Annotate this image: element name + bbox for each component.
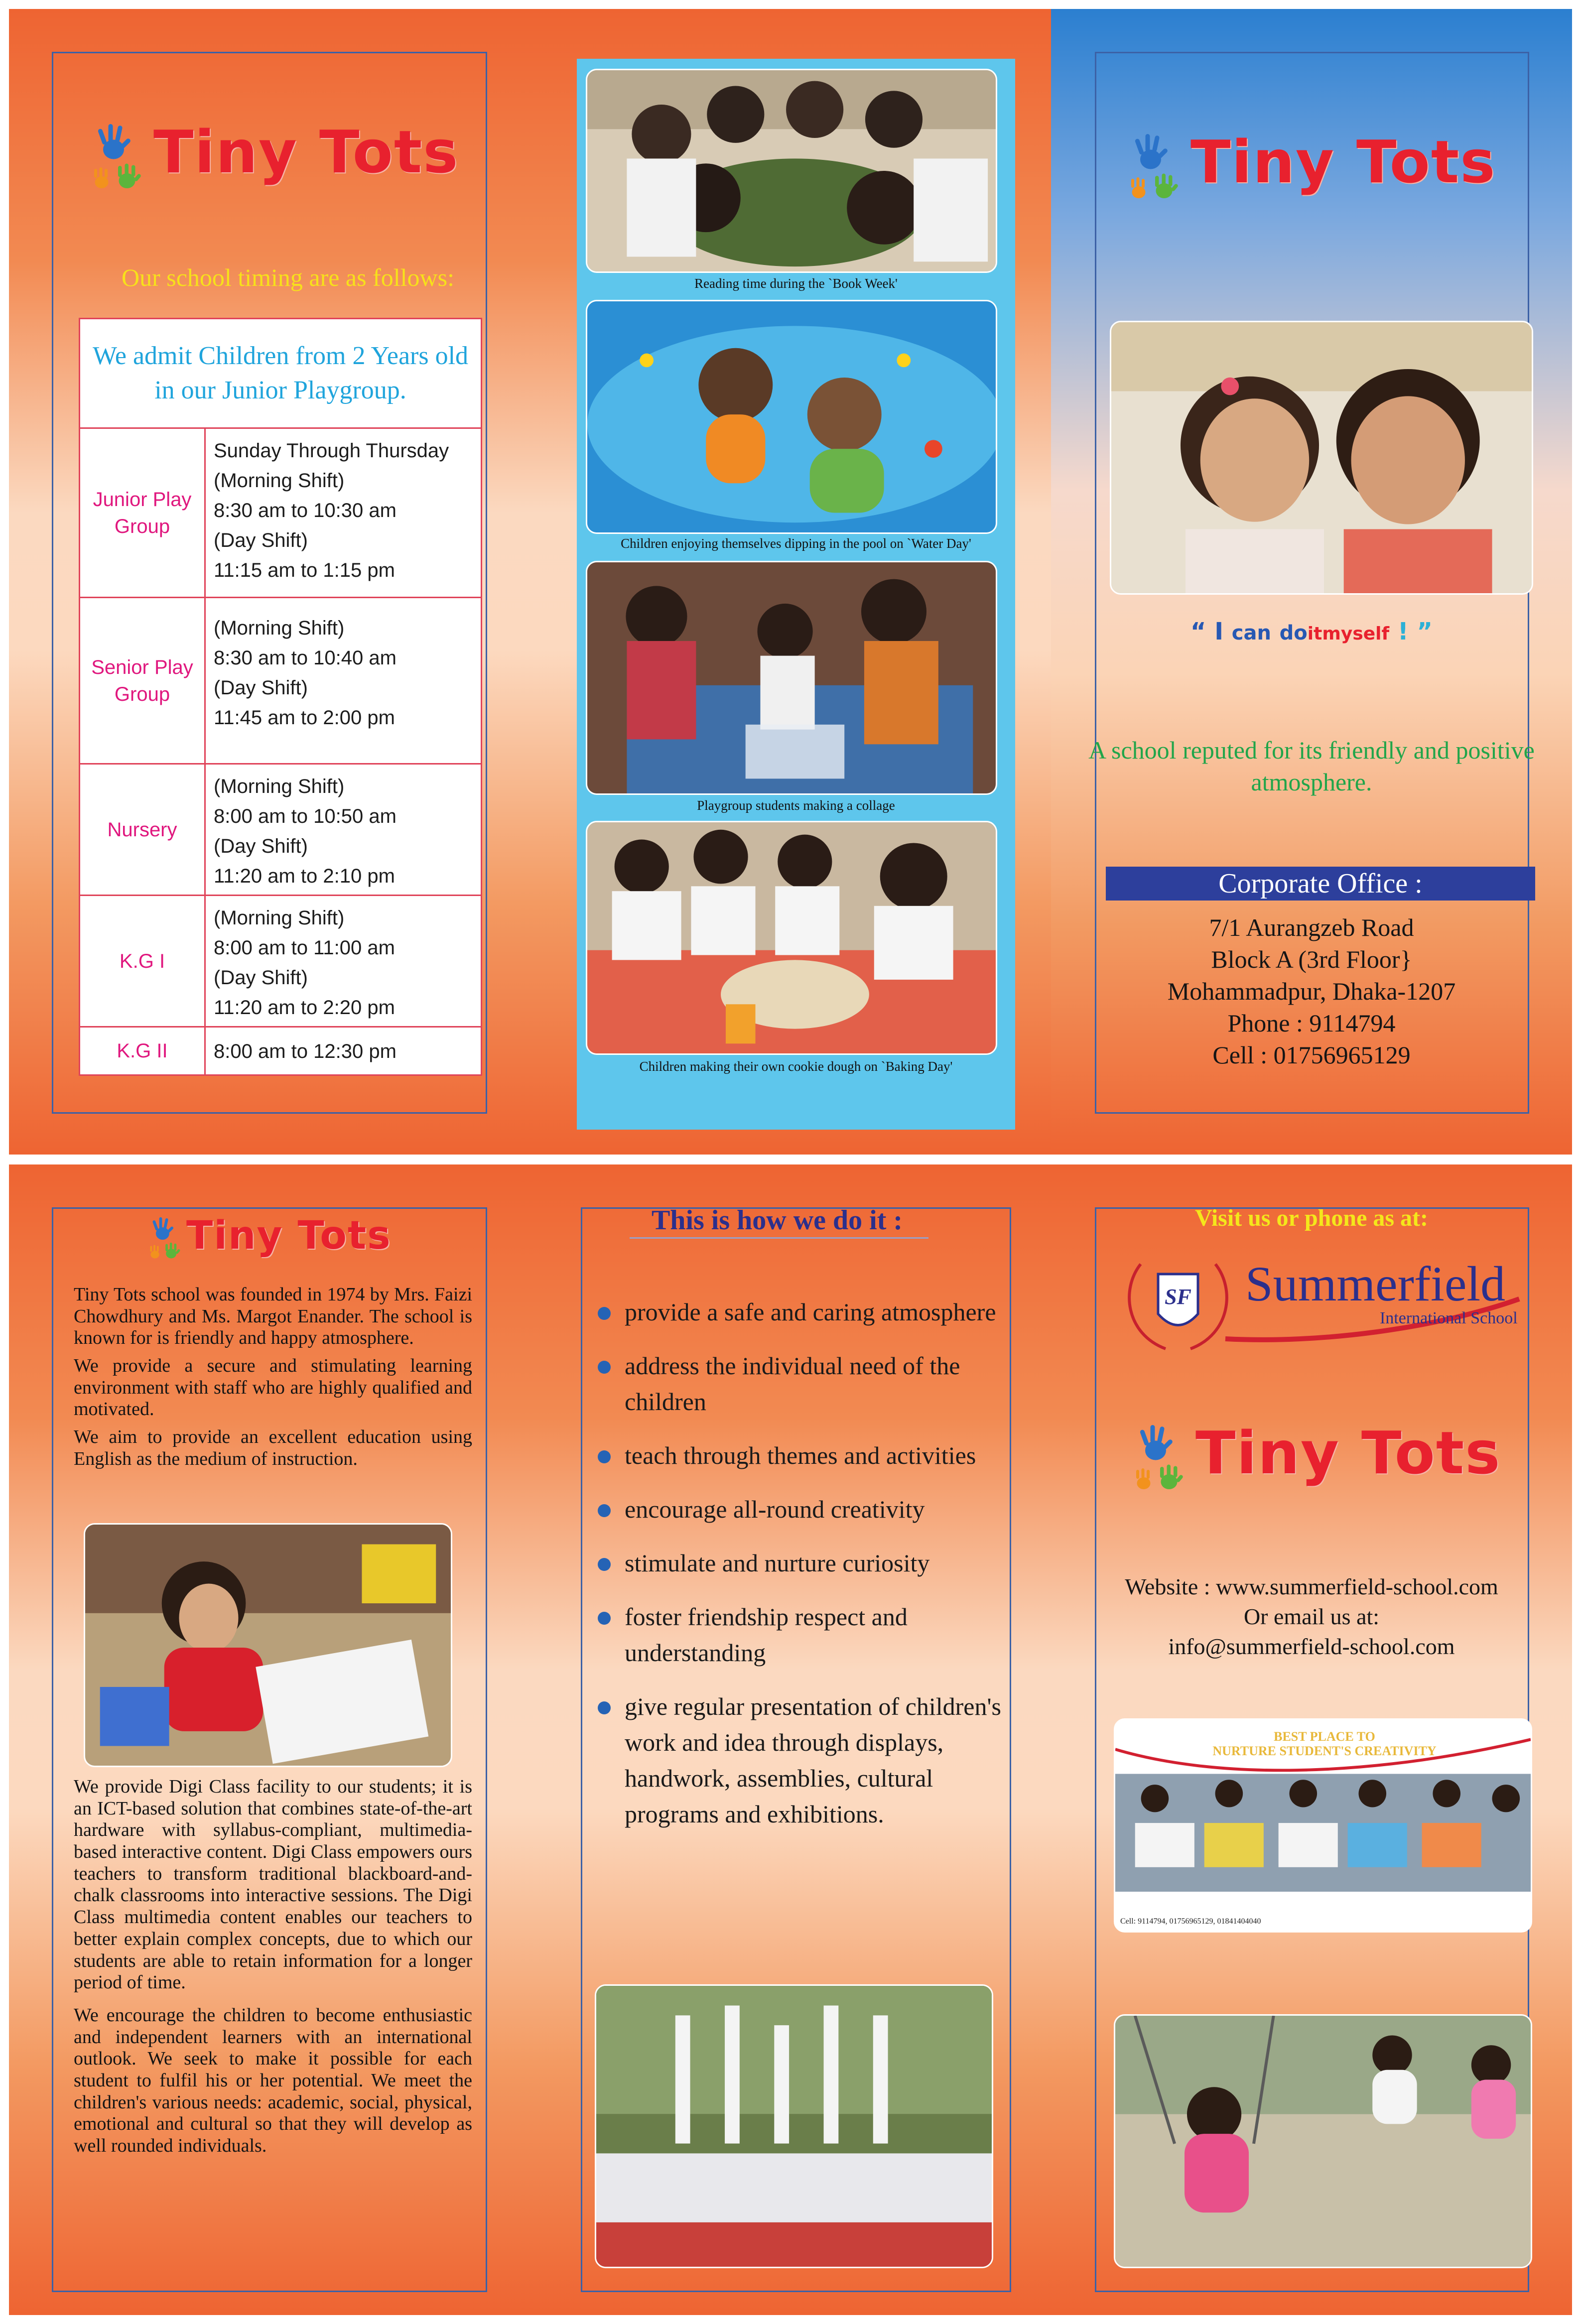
tiny-tots-logo [1121,128,1496,207]
bullet-icon [598,1504,611,1517]
bullet-icon [598,1361,611,1374]
address-block [1051,911,1572,1071]
list-item: provide a safe and caring atmosphere [595,1294,1033,1330]
cell-line: Cell : 01756965129 [1212,1041,1411,1069]
handprints-icon [84,123,158,197]
water-day-photo [586,300,997,534]
tagline-word: it [1307,624,1322,644]
school-subtitle: International School [1380,1309,1518,1327]
reputation-statement: A school reputed for its friendly and positive atmosphere. [1088,736,1535,796]
photo-caption: Children making their own cookie dough on `Baking Day' [639,1059,953,1074]
class-times: (Morning Shift) 8:00 am to 10:50 am (Day Shift) 11:20 am to 2:10 pm [214,775,396,888]
class-times: (Morning Shift) 8:30 am to 10:40 am (Day Shift) 11:45 am to 2:00 pm [214,617,396,729]
table-row [80,429,481,598]
heading-underline [630,1237,928,1239]
list-item: encourage all-round creativity [595,1491,1033,1527]
timing-table [79,318,482,1076]
handprints-icon [1126,1423,1200,1498]
brand-name: Tiny Tots [1195,1419,1501,1487]
girl-drawing-photo [84,1523,452,1767]
list-item: give regular presentation of children's work and idea through displays, handwork, assemblies, cultural programs and exhibitions. [595,1688,1033,1832]
photo-caption: Playgroup students making a collage [697,798,895,813]
collage-photo [586,561,997,795]
about-paragraph: We provide Digi Class facility to our students; it is an ICT-based solution that combines state-of-the-art hardware with syllabus-compliant, multimedia-based interactive content. Digi Class empowers ours teachers to transform traditional blackboard-and-chalk classrooms into interactive sessions. The Digi Class multimedia content enables our teachers to better explain complex concepts, due to which our students are able to retain information for a longer period of time. [74,1776,472,1993]
table-row [80,896,481,1028]
corporate-office-label: Corporate Office : [1106,867,1535,901]
contact-block [1051,1572,1572,1662]
tiny-tots-logo [1126,1419,1501,1498]
approach-panel [530,1164,1051,2315]
class-times: Sunday Through Thursday (Morning Shift) 8:30 am to 10:30 am (Day Shift) 11:15 am to 1:15 pm [214,440,449,582]
brand-name: Tiny Tots [153,118,459,186]
email-link[interactable]: info@summerfield-school.com [1168,1634,1455,1659]
school-name: Summerfield [1245,1256,1506,1311]
outdoor-group-photo [595,1984,993,2268]
about-paragraph: We aim to provide an excellent education using English as the medium of instruction. [74,1426,472,1469]
class-times: 8:00 am to 12:30 pm [214,1040,396,1063]
tagline-word: can [1231,622,1271,645]
swings-photo [1114,2014,1532,2268]
table-row [80,598,481,765]
table-row [80,765,481,896]
handprints-icon [143,1216,191,1264]
brand-name: Tiny Tots [186,1213,392,1258]
address-line: Mohammadpur, Dhaka-1207 [1167,977,1456,1005]
tagline-open-quote: “ [1190,618,1206,646]
list-item: teach through themes and activities [595,1437,1033,1473]
photo-caption: Reading time during the `Book Week' [694,276,898,291]
contact-panel [1051,1164,1572,2315]
bullet-icon [598,1307,611,1320]
admission-note: We admit Children from 2 Years old in our Junior Playgroup. [80,319,481,429]
photo-panel [530,9,1051,1155]
book-week-photo [586,69,997,273]
website-line[interactable]: Website : www.summerfield-school.com [1125,1574,1498,1599]
approach-heading: This is how we do it : [651,1205,903,1236]
creativity-poster [1114,1718,1532,1933]
handprints-icon [1121,132,1195,207]
class-label: Nursery [80,765,206,895]
brochure-outer-side [9,9,1572,1155]
tagline-word: myself [1322,624,1390,644]
list-item: address the individual need of the children [595,1348,1033,1420]
list-item: foster friendship respect and understanding [595,1599,1033,1671]
cover-panel [1051,9,1572,1155]
baking-day-photo [586,821,997,1055]
class-label: Senior Play Group [80,598,206,763]
summerfield-logo [1111,1244,1539,1359]
about-paragraph: Tiny Tots school was founded in 1974 by Mrs. Faizi Chowdhury and Ms. Margot Enander. The school is known for is friendly and happy atmosphere. [74,1284,472,1349]
bullet-icon [598,1701,611,1714]
address-line: Block A (3rd Floor} [1211,945,1412,973]
photo-strip [577,59,1015,1130]
class-label: K.G I [80,896,206,1026]
approach-list [595,1294,1033,1850]
about-paragraph: We provide a secure and stimulating learning environment with staff who are highly qualified and motivated. [74,1355,472,1420]
tagline-word: do [1279,622,1308,645]
visit-heading: Visit us or phone as at: [1194,1205,1429,1231]
email-label: Or email us at: [1243,1604,1380,1629]
brochure-inner-side [9,1164,1572,2315]
tiny-tots-logo [143,1213,392,1264]
about-text-bottom [74,1776,472,2163]
tagline [1051,618,1572,646]
table-row [80,1028,481,1074]
about-text-top [74,1284,472,1476]
address-line: 7/1 Aurangzeb Road [1209,913,1414,941]
two-girls-photo [1110,321,1533,595]
class-times: (Morning Shift) 8:00 am to 11:00 am (Day Shift) 11:20 am to 2:20 pm [214,907,395,1019]
about-panel [9,1164,530,2315]
list-item: stimulate and nurture curiosity [595,1545,1033,1581]
bullet-icon [598,1612,611,1625]
class-label: Junior Play Group [80,429,206,597]
brand-name: Tiny Tots [1190,128,1496,196]
tagline-close-quote: ! ” [1397,618,1433,646]
tiny-tots-logo [84,118,459,197]
about-paragraph: We encourage the children to become enthusiastic and independent learners with an international outlook. We seek to make it possible for each student to fulfil his or her potential. We meet the children's various needs: academic, social, physical, emotional and cultural so that they will develop as well rounded individuals. [74,2004,472,2156]
bullet-icon [598,1450,611,1463]
photo-caption: Children enjoying themselves dipping in the pool on `Water Day' [621,536,971,551]
phone-line: Phone : 9114794 [1227,1009,1396,1037]
bullet-icon [598,1558,611,1571]
poster-title: BEST PLACE TO NURTURE STUDENT'S CREATIVITY [1212,1729,1437,1758]
timing-panel [9,9,530,1155]
class-label: K.G II [80,1028,206,1074]
tagline-word: I [1214,618,1224,646]
school-initials: SF [1165,1285,1191,1309]
poster-footer: Cell: 9114794, 01756965129, 01841404040 [1120,1917,1261,1926]
timing-heading: Our school timing are as follows: [122,263,454,291]
